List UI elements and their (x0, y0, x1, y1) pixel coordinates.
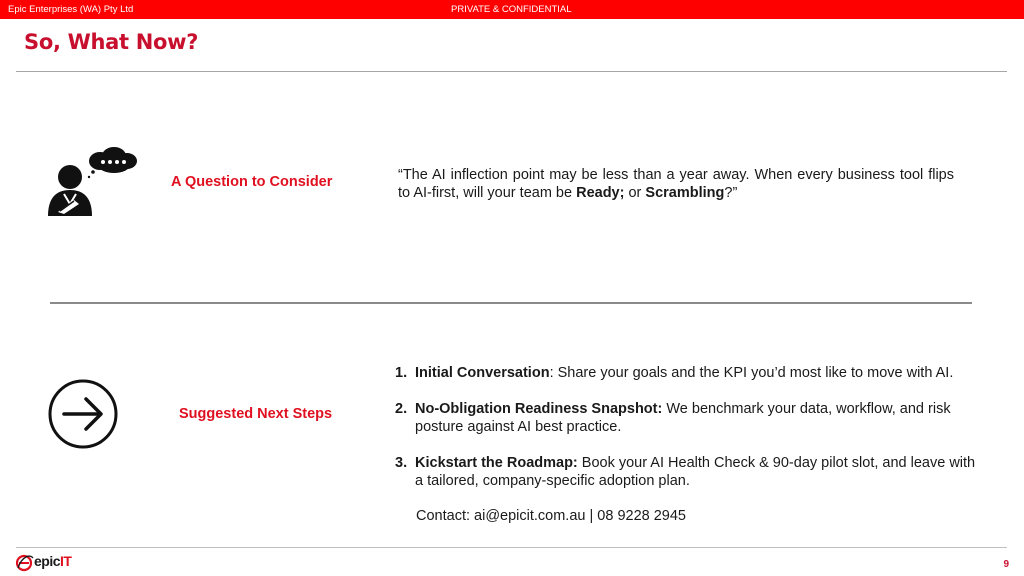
company-name: Epic Enterprises (WA) Pty Ltd (8, 4, 134, 15)
quote-end: ?” (724, 185, 738, 201)
step-text: Book your AI Health Check & 90-day pilot slot, and leave with a tailored, company-specific adoption plan. (415, 455, 976, 489)
page-number: 9 (1003, 559, 1009, 570)
footer-divider (16, 547, 1007, 548)
quote-or: or (624, 185, 646, 201)
footer-logo-text (34, 553, 71, 569)
arrow-right-circle-icon (47, 378, 119, 450)
step-number: 1. (395, 365, 408, 381)
contact-info: Contact: ai@epicit.com.au | 08 9228 2945 (416, 508, 686, 524)
quote-scrambling: Scrambling (645, 185, 725, 201)
slide-title: So, What Now? (24, 30, 199, 54)
list-item (395, 400, 985, 436)
step-text: : Share your goals and the KPI you’d most like to move with AI. (549, 365, 954, 381)
question-quote (398, 166, 954, 202)
step-text: We benchmark your data, workflow, and risk posture against AI best practice. (415, 401, 951, 435)
step-heading: Initial Conversation (415, 365, 550, 381)
next-steps-list (395, 364, 985, 508)
logo-prefix: epic (34, 553, 61, 569)
person-thinking-icon (44, 146, 140, 218)
step-number: 3. (395, 455, 408, 471)
list-item (395, 364, 985, 382)
next-steps-label: Suggested Next Steps (179, 406, 333, 422)
list-item (395, 454, 985, 490)
section-divider (50, 302, 972, 304)
step-heading: No-Obligation Readiness Snapshot: (415, 401, 663, 417)
step-heading: Kickstart the Roadmap: (415, 455, 578, 471)
title-divider (16, 71, 1007, 72)
step-number: 2. (395, 401, 408, 417)
question-label: A Question to Consider (171, 174, 333, 190)
quote-ready: Ready; (576, 185, 625, 201)
quote-text: “The AI inflection point may be less than a year away. When every business tool flips to AI-first, will your team be (398, 167, 954, 201)
confidential-label: PRIVATE & CONFIDENTIAL (451, 4, 572, 15)
logo-suffix: IT (60, 553, 72, 569)
header-bar (0, 0, 1024, 19)
